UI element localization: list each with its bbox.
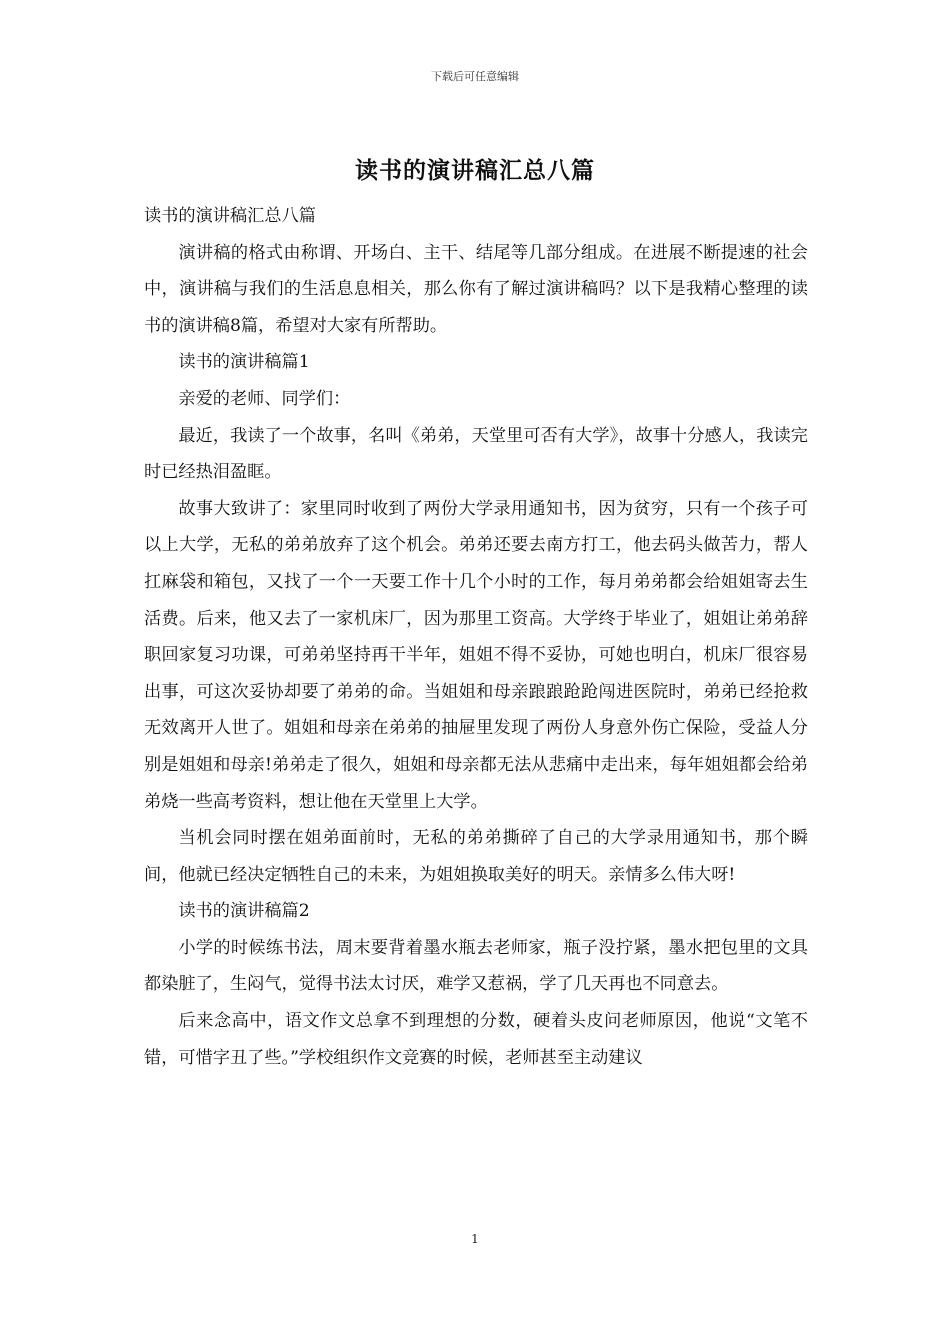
- paragraph: 当机会同时摆在姐弟面前时，无私的弟弟撕碎了自己的大学录用通知书，那个瞬间，他就已经决定牺牲自己的未来，为姐姐换取美好的明天。亲情多么伟大呀!: [144, 828, 808, 885]
- paragraph: 故事大致讲了：家里同时收到了两份大学录用通知书，因为贫穷，只有一个孩子可以上大学，无私的弟弟放弃了这个机会。弟弟还要去南方打工，他去码头做苦力，帮人扛麻袋和箱包，又找了一个一天要工作十几个小时的工作，每月弟弟都会给姐姐寄去生活费。后来，他又去了一家机床厂，因为那里工资高。大学终于毕业了，姐姐让弟弟辞职回家复习功课，可弟弟坚持再干半年，姐姐不得不妥协，可她也明白，机床厂很容易出事，可这次妥协却要了弟弟的命。当姐姐和母亲踉踉跄跄闯进医院时，弟弟已经抢救无效离开人世了。姐姐和母亲在弟弟的抽屉里发现了两份人身意外伤亡保险，受益人分别是姐姐和母亲!弟弟走了很久，姐姐和母亲都无法从悲痛中走出来，每年姐姐都会给弟弟烧一些高考资料，想让他在天堂里上大学。: [144, 498, 808, 812]
- section-heading: 读书的演讲稿篇1: [178, 352, 310, 373]
- paragraph: 小学的时候练书法，周末要背着墨水瓶去老师家，瓶子没拧紧，墨水把包里的文具都染脏了，生闷气，觉得书法太讨厌，难学又惹祸，学了几天再也不同意去。: [144, 937, 808, 995]
- document-title: 读书的演讲稿汇总八篇: [355, 157, 595, 184]
- section-heading: 读书的演讲稿篇2: [178, 901, 310, 922]
- page-header: 下载后可任意编辑: [431, 70, 519, 83]
- paragraph: 后来念高中，语文作文总拿不到理想的分数，硬着头皮问老师原因，他说“文笔不错，可惜字丑了些。”学校组织作文竞赛的时候，老师甚至主动建议: [144, 1011, 808, 1068]
- paragraph: 最近，我读了一个故事，名叫《弟弟，天堂里可否有大学》，故事十分感人，我读完时已经热泪盈眶。: [144, 425, 808, 483]
- document-body: [144, 198, 808, 1076]
- paragraph: 亲爱的老师、同学们：: [178, 388, 351, 409]
- paragraph: 读书的演讲稿汇总八篇: [144, 206, 316, 226]
- page-number: 1: [471, 1232, 479, 1246]
- paragraph: 演讲稿的格式由称谓、开场白、主干、结尾等几部分组成。在进展不断提速的社会中，演讲稿与我们的生活息息相关，那么你有了解过演讲稿吗？以下是我精心整理的读书的演讲稿8篇，希望对大家有所帮助。: [144, 242, 808, 336]
